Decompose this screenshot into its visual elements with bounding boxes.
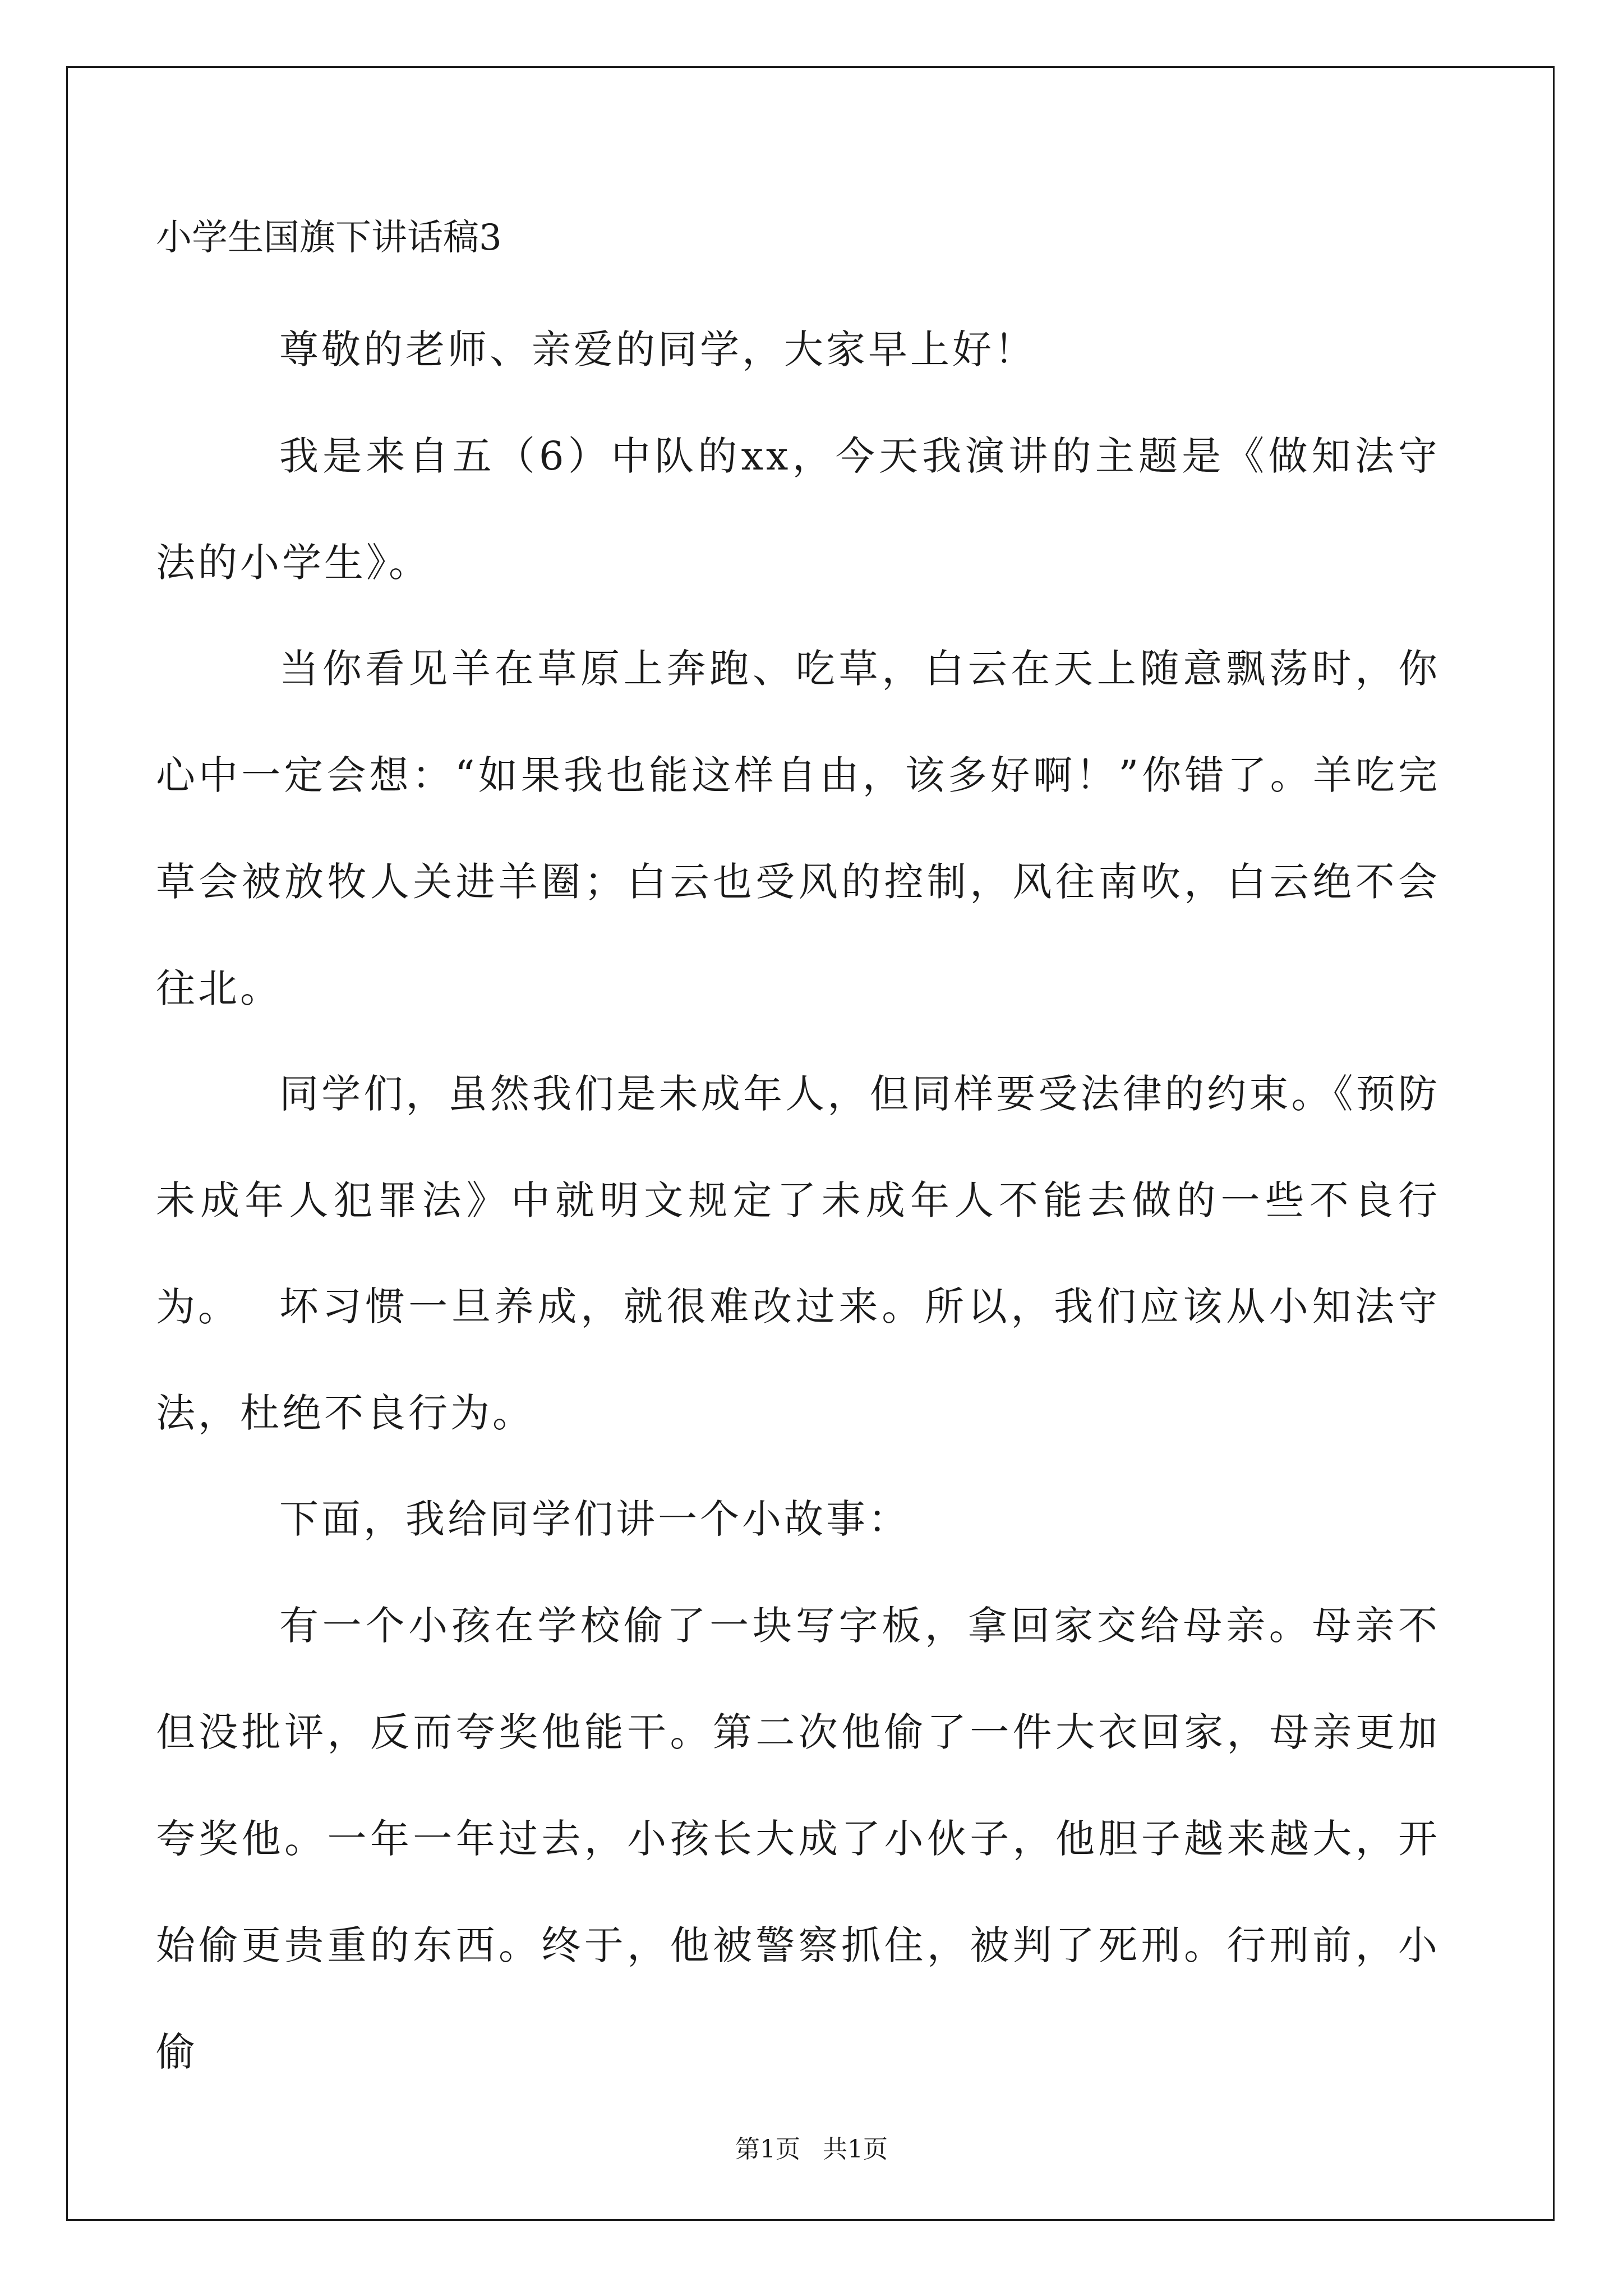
- document-title: 小学生国旗下讲话稿3: [156, 217, 502, 259]
- page-number: 第1页: [735, 2135, 800, 2164]
- paragraph-law: 同学们，虽然我们是未成年人，但同样要受法律的约束。《预防未成年人犯罪法》中就明文规定了未成年人不能去做的一些不良行为。: [156, 1071, 1440, 1330]
- paragraph-habits: 坏习惯一旦养成，就很难改过来。所以，我们应该从小知法守法，杜绝不良行为。: [156, 1283, 1440, 1436]
- page-total: 共1页: [823, 2135, 888, 2164]
- paragraph-sheep-clouds: 当你看见羊在草原上奔跑、吃草，白云在天上随意飘荡时，你心中一定会想：“如果我也能这样自由，该多好啊！”你错了。羊吃完草会被放牧人关进羊圈；白云也受风的控制，风往南吹，白云绝不会往北。: [156, 646, 1440, 1011]
- paragraph-greeting: 尊敬的老师、亲爱的同学，大家早上好！: [279, 326, 1036, 372]
- paragraph-intro: 我是来自五（6）中队的xx，今天我演讲的主题是《做知法守法的小学生》。: [156, 433, 1440, 586]
- paragraph-story-intro: 下面，我给同学们讲一个小故事：: [279, 1496, 910, 1542]
- page-footer: [0, 2137, 1623, 2162]
- paragraph-story: 有一个小孩在学校偷了一块写字板，拿回家交给母亲。母亲不但没批评，反而夸奖他能干。第二次他偷了一件大衣回家，母亲更加夸奖他。一年一年过去，小孩长大成了小伙子，他胆子越来越大，开始偷更贵重的东西。终于，他被警察抓住，被判了死刑。行刑前，小偷: [156, 1603, 1440, 2075]
